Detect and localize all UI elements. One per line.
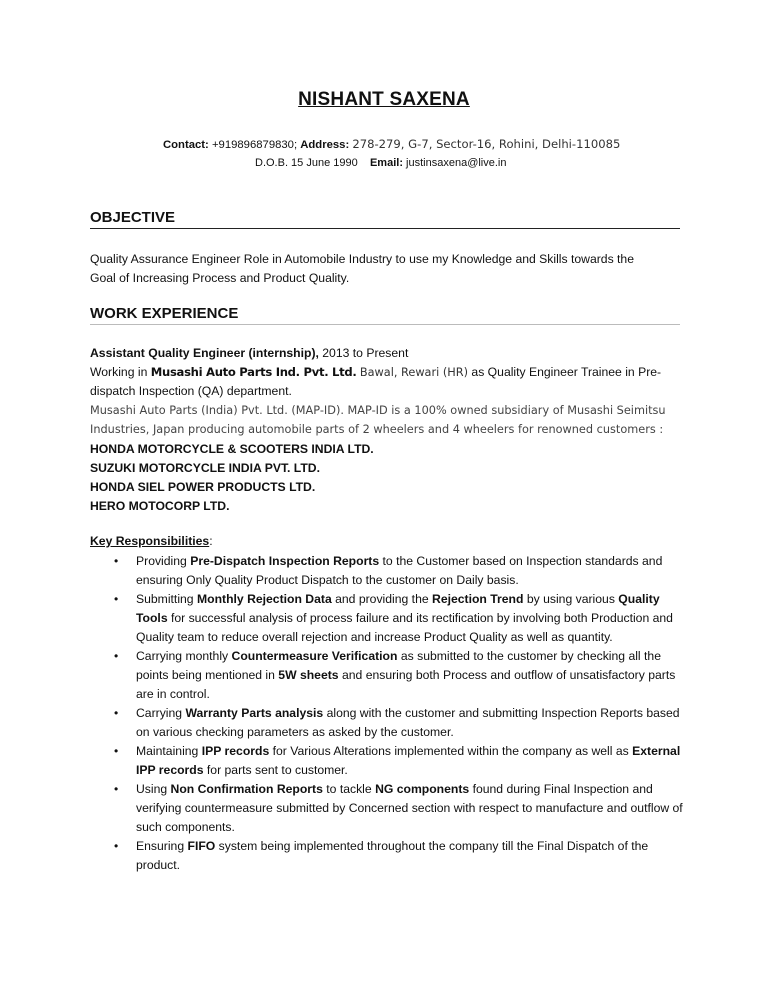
contact-line [163, 137, 620, 151]
client-list [90, 440, 374, 516]
responsibility-item [114, 590, 689, 647]
resp-bold: Pre-Dispatch Inspection Reports [190, 554, 380, 568]
bullet-icon: • [114, 839, 119, 853]
client-name: HONDA MOTORCYCLE & SCOOTERS INDIA LTD. [90, 442, 374, 456]
resp-bold: 5W sheets [278, 668, 339, 682]
company-name: Musashi Auto Parts Ind. Pvt. Ltd. [150, 365, 357, 379]
resp-bold: External IPP records [136, 744, 681, 777]
company-about-line: Musashi Auto Parts (India) Pvt. Ltd. (MAP-ID). MAP-ID is a 100% owned subsidiary of Musashi Seimitsu [90, 404, 666, 417]
client-name: HERO MOTOCORP LTD. [90, 499, 230, 513]
dob: D.O.B. 15 June 1990 [255, 157, 358, 169]
job-period: 2013 to Present [322, 346, 409, 360]
work-experience-heading: WORK EXPERIENCE [90, 305, 680, 325]
resp-text: for Various Alterations implemented within the company as well as [269, 744, 633, 758]
resp-text: to the Customer based on Inspection standards and ensuring Only Quality Product Dispatch to the customer on Daily basis. [136, 554, 663, 587]
resp-bold: NG components [375, 782, 470, 796]
responsibility-item [114, 742, 689, 780]
resp-text: system being implemented throughout the company till the Final Dispatch of the product. [136, 839, 649, 872]
job-summary [90, 344, 690, 439]
responsibility-item [114, 704, 689, 742]
company-location: Bawal, Rewari (HR) [359, 366, 469, 379]
resp-text: found during Final Inspection and verifying countermeasure submitted by Concerned section with respect to manufacture and outflow of such components. [136, 782, 683, 834]
responsibilities-list [114, 552, 689, 875]
resp-text: Ensuring [136, 839, 188, 853]
job-title: Assistant Quality Engineer (internship), [90, 346, 319, 360]
resp-text: Providing [136, 554, 191, 568]
responsibility-item [114, 837, 689, 875]
email-value: justinsaxena@live.in [406, 157, 507, 169]
objective-line: Goal of Increasing Process and Product Quality. [90, 271, 350, 285]
resp-bold: Warranty Parts analysis [185, 706, 324, 720]
objective-heading: OBJECTIVE [90, 209, 680, 229]
key-responsibilities-label: Key Responsibilities [90, 534, 210, 548]
phone-number: +919896879830; [211, 139, 298, 151]
resp-text: along with the customer and submitting Inspection Reports based on various checking parameters as asked by the customer. [136, 706, 680, 739]
resp-text: Submitting [136, 592, 197, 606]
client-name: SUZUKI MOTORCYCLE INDIA PVT. LTD. [90, 461, 320, 475]
objective-text [90, 250, 690, 288]
responsibility-item [114, 552, 689, 590]
resp-text: Carrying monthly [136, 649, 232, 663]
bullet-icon: • [114, 592, 119, 606]
resp-text: for successful analysis of process failure and its rectification by involving both Production and Quality team to reduce overall rejection and increase Product Quality as well as quantity. [136, 611, 673, 644]
resp-bold: Rejection Trend [432, 592, 524, 606]
resp-text: to tackle [322, 782, 376, 796]
responsibility-item [114, 780, 689, 837]
resp-bold: FIFO [187, 839, 216, 853]
email-label: Email: [369, 157, 403, 169]
bullet-icon: • [114, 649, 119, 663]
candidate-name: NISHANT SAXENA [298, 89, 470, 110]
resp-text: as submitted to the customer by checking all the points being mentioned in [136, 649, 661, 682]
resp-bold: IPP records [201, 744, 270, 758]
resp-text: Carrying [136, 706, 186, 720]
bullet-icon: • [114, 706, 119, 720]
responsibility-item [114, 647, 689, 704]
key-responsibilities-colon: : [209, 534, 213, 548]
client-name: HONDA SIEL POWER PRODUCTS LTD. [90, 480, 316, 494]
trainee-text: as Quality Engineer Trainee in Pre- [471, 365, 662, 379]
resp-bold: Monthly Rejection Data [196, 592, 332, 606]
contact-label: Contact: [163, 139, 209, 151]
key-responsibilities-heading [90, 534, 213, 548]
objective-line: Quality Assurance Engineer Role in Automobile Industry to use my Knowledge and Skills towards the [90, 252, 634, 266]
company-about-line: Industries, Japan producing automobile parts of 2 wheelers and 4 wheelers for renowned customers : [90, 423, 664, 436]
department-line: dispatch Inspection (QA) department. [90, 384, 292, 398]
address-value: 278-279, G-7, Sector-16, Rohini, Delhi-110085 [352, 137, 621, 151]
resp-text: by using various [523, 592, 619, 606]
resp-text: Maintaining [136, 744, 202, 758]
working-in-text: Working in [90, 365, 148, 379]
resp-bold: Quality Tools [136, 592, 660, 625]
resp-bold: Countermeasure Verification [231, 649, 398, 663]
bullet-icon: • [114, 744, 119, 758]
bullet-icon: • [114, 782, 119, 796]
resp-text: Using [136, 782, 171, 796]
resp-text: and ensuring both Process and outflow of unsatisfactory parts are in control. [136, 668, 676, 701]
dob-email-line [255, 157, 507, 169]
employer-line [90, 363, 690, 382]
resp-text: and providing the [331, 592, 433, 606]
job-title-line [90, 344, 690, 363]
resp-bold: Non Confirmation Reports [170, 782, 323, 796]
address-label: Address: [300, 139, 350, 151]
bullet-icon: • [114, 554, 119, 568]
resp-text: for parts sent to customer. [203, 763, 348, 777]
